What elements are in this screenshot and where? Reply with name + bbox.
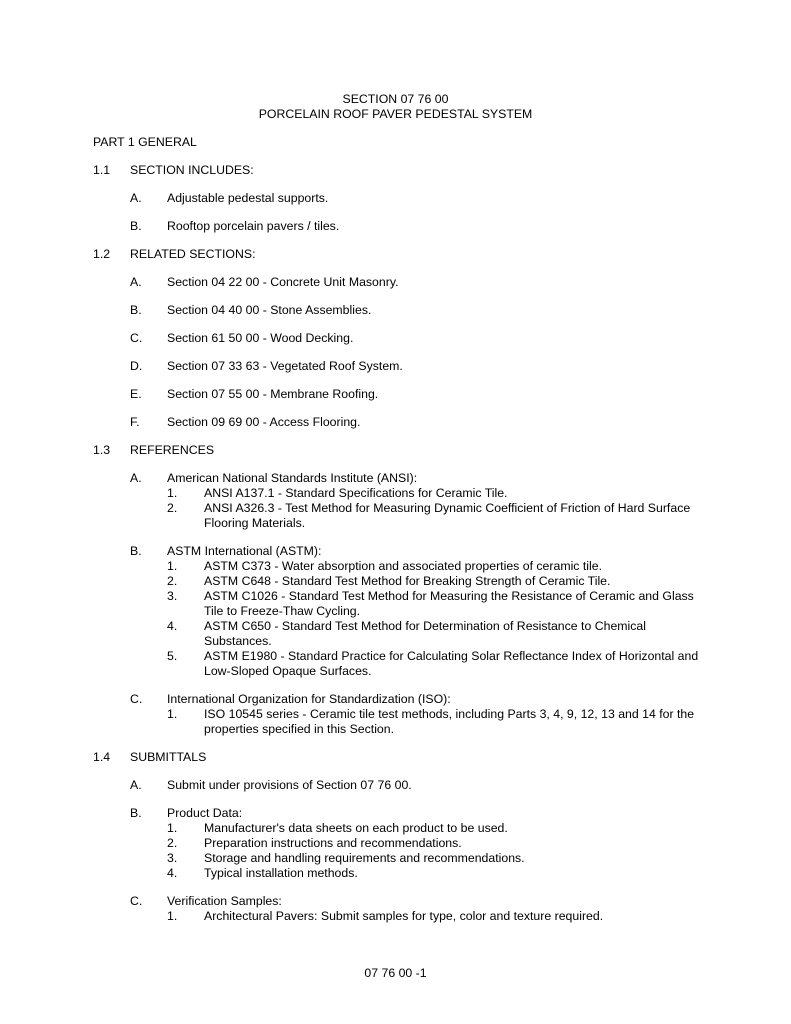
article-heading [93,163,713,178]
article-title: REFERENCES [130,443,215,457]
subparagraph [167,821,713,836]
paragraph [93,359,713,374]
paragraph-letter: B. [130,303,142,317]
subparagraph-number: 2. [167,836,178,850]
paragraph-text: Submit under provisions of Section 07 76 00. [167,778,412,792]
article-heading [93,750,713,765]
paragraph-letter: C. [130,692,143,706]
articles-list [93,163,713,924]
subparagraph-list [167,909,713,924]
paragraph [93,894,713,924]
subparagraph-list [167,707,713,737]
subparagraph-list [167,486,713,531]
paragraph [93,692,713,737]
page-number: 07 76 00 -1 [364,966,427,980]
subparagraph-text: ASTM C648 - Standard Test Method for Breaking Strength of Ceramic Tile. [204,574,611,588]
paragraph-letter: A. [130,471,142,485]
article [93,163,713,234]
subparagraph-number: 1. [167,821,178,835]
subparagraph-number: 2. [167,574,178,588]
subparagraph [167,649,713,679]
subparagraph-text: Architectural Pavers: Submit samples for type, color and texture required. [204,909,604,923]
paragraph-text: Product Data: [167,806,243,820]
subparagraph [167,707,713,737]
subparagraph-number: 1. [167,559,178,573]
paragraph-letter: E. [130,387,142,401]
paragraph [93,387,713,402]
subparagraph-text: Storage and handling requirements and recommendations. [204,851,525,865]
subparagraph-number: 3. [167,851,178,865]
subparagraph-number: 2. [167,501,178,515]
paragraph-letter: B. [130,806,142,820]
paragraph [93,275,713,290]
article-title: SECTION INCLUDES: [130,163,254,177]
subparagraph [167,851,713,866]
article-number: 1.1 [93,163,111,177]
paragraph-letter: D. [130,359,143,373]
document-body [93,135,713,937]
subparagraph [167,836,713,851]
paragraph [93,806,713,881]
paragraph-letter: B. [130,544,142,558]
subparagraph-text: ANSI A137.1 - Standard Specifications for Ceramic Tile. [204,486,508,500]
subparagraph-text: ISO 10545 series - Ceramic tile test methods, including Parts 3, 4, 9, 12, 13 and 14 for the properties specified in this Section. [204,707,695,736]
paragraph-text: ASTM International (ASTM): [167,544,322,558]
paragraph-letter: F. [130,415,140,429]
subparagraph-number: 1. [167,707,178,721]
subparagraph-number: 4. [167,619,178,633]
subparagraph-text: Manufacturer's data sheets on each product to be used. [204,821,508,835]
paragraph-text: Section 04 22 00 - Concrete Unit Masonry. [167,275,399,289]
paragraph-text: Section 09 69 00 - Access Flooring. [167,415,361,429]
paragraph-letter: B. [130,219,142,233]
paragraph [93,415,713,430]
paragraph-letter: C. [130,331,143,345]
paragraph [93,191,713,206]
section-title: PORCELAIN ROOF PAVER PEDESTAL SYSTEM [258,107,533,121]
article-heading [93,247,713,262]
article-number: 1.3 [93,443,111,457]
article-title: RELATED SECTIONS: [130,247,256,261]
subparagraph-text: ASTM C1026 - Standard Test Method for Measuring the Resistance of Ceramic and Glass Tile to Freeze-Thaw Cycling. [204,589,694,618]
subparagraph-list [167,559,713,679]
paragraph-letter: C. [130,894,143,908]
paragraph-text: International Organization for Standardization (ISO): [167,692,451,706]
subparagraph-text: Typical installation methods. [204,866,358,880]
subparagraph-text: ASTM C373 - Water absorption and associated properties of ceramic tile. [204,559,603,573]
paragraph-letter: A. [130,275,142,289]
article-heading [93,443,713,458]
subparagraph [167,501,713,531]
subparagraph-number: 5. [167,649,178,663]
subparagraph [167,486,713,501]
subparagraph [167,866,713,881]
paragraph-letter: A. [130,191,142,205]
article [93,443,713,737]
subparagraph-list [167,821,713,881]
subparagraph [167,619,713,649]
subparagraph [167,909,713,924]
subparagraph-text: ASTM C650 - Standard Test Method for Determination of Resistance to Chemical Substances. [204,619,646,648]
paragraph-letter: A. [130,778,142,792]
paragraph [93,331,713,346]
subparagraph [167,559,713,574]
article [93,247,713,430]
subparagraph-number: 1. [167,909,178,923]
subparagraph-text: ANSI A326.3 - Test Method for Measuring Dynamic Coefficient of Friction of Hard Surface Flooring Materials. [204,501,691,530]
paragraph [93,544,713,679]
paragraph-text: Rooftop porcelain pavers / tiles. [167,219,340,233]
subparagraph-text: Preparation instructions and recommendations. [204,836,462,850]
paragraph-text: Adjustable pedestal supports. [167,191,329,205]
paragraph-text: Section 07 55 00 - Membrane Roofing. [167,387,379,401]
subparagraph [167,589,713,619]
subparagraph-number: 3. [167,589,178,603]
paragraph-text: Verification Samples: [167,894,282,908]
paragraph-text: Section 04 40 00 - Stone Assemblies. [167,303,372,317]
article-number: 1.2 [93,247,111,261]
paragraph-text: American National Standards Institute (ANSI): [167,471,418,485]
subparagraph-text: ASTM E1980 - Standard Practice for Calculating Solar Reflectance Index of Horizontal and Low-Sloped Opaque Surfaces. [204,649,699,678]
article-number: 1.4 [93,750,111,764]
article-title: SUBMITTALS [130,750,207,764]
paragraph [93,303,713,318]
article [93,750,713,924]
paragraph-text: Section 61 50 00 - Wood Decking. [167,331,354,345]
paragraph [93,778,713,793]
paragraph [93,219,713,234]
paragraph-text: Section 07 33 63 - Vegetated Roof System. [167,359,403,373]
part-heading: PART 1 GENERAL [93,135,197,149]
section-number: SECTION 07 76 00 [342,92,449,106]
section-header [0,92,791,122]
subparagraph-number: 1. [167,486,178,500]
subparagraph [167,574,713,589]
paragraph [93,471,713,531]
subparagraph-number: 4. [167,866,178,880]
